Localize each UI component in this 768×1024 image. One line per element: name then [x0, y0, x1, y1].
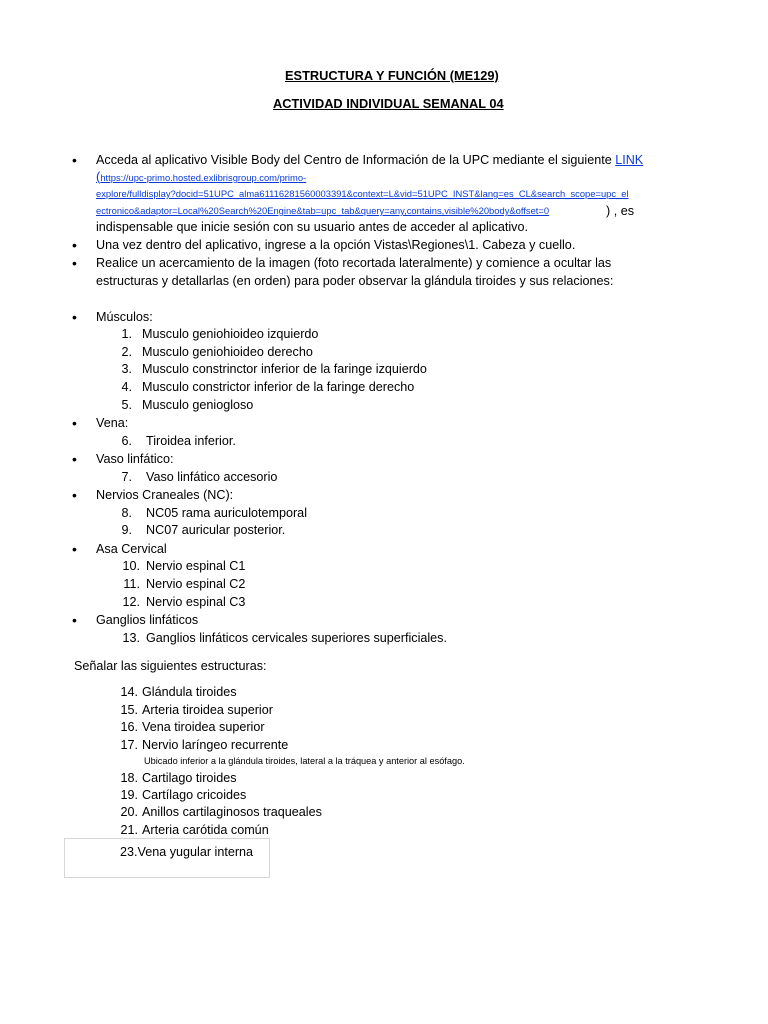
list-item: Glándula tiroides	[142, 685, 237, 699]
item-number: 2.	[121, 345, 132, 359]
url-line-1[interactable]	[96, 171, 306, 184]
list-item: Musculo geniohioideo derecho	[142, 345, 313, 359]
list-item: Musculo geniohioideo izquierdo	[142, 327, 319, 341]
list-item: Musculo geniogloso	[142, 398, 254, 412]
group-label: Músculos:	[96, 310, 153, 324]
list-item: Musculo constrinctor inferior de la faringe izquierdo	[142, 362, 427, 376]
list-item: Nervio espinal C2	[146, 577, 246, 591]
item-number: 1.	[121, 327, 132, 341]
list-item: NC07 auricular posterior.	[146, 523, 286, 537]
intro-line	[96, 152, 643, 168]
instruction-zoom-line-2: estructuras y detallarlas (en orden) para poder observar la glándula tiroides y sus relaciones:	[96, 274, 614, 288]
url-part-1[interactable]: https://upc-primo.hosted.exlibrisgroup.com/primo-	[100, 172, 307, 183]
bullet-glyph: •	[72, 541, 77, 557]
list-item: Anillos cartilaginosos traqueales	[142, 805, 322, 819]
item-number: 11.	[123, 577, 140, 591]
document-subtitle: ACTIVIDAD INDIVIDUAL SEMANAL 04	[273, 96, 504, 111]
item-number: 4.	[121, 380, 132, 394]
list-item: Arteria carótida común	[142, 823, 269, 837]
item-number: 21.	[120, 823, 138, 837]
intro-text: Acceda al aplicativo Visible Body del Centro de Información de la UPC mediante el siguiente	[96, 153, 616, 167]
item-number: 3.	[121, 362, 132, 376]
list-item: Musculo constrictor inferior de la faringe derecho	[142, 380, 415, 394]
bullet-glyph: •	[72, 309, 77, 325]
intro-after-line: indispensable que inicie sesión con su usuario antes de acceder al aplicativo.	[96, 220, 528, 234]
list-item: NC05 rama auriculotemporal	[146, 506, 307, 520]
item-number: 8.	[121, 506, 132, 520]
item-number: 13.	[122, 631, 140, 645]
document-title: ESTRUCTURA Y FUNCIÓN (ME129)	[285, 68, 499, 83]
bullet-glyph: •	[72, 415, 77, 431]
item-number: 16.	[120, 720, 138, 734]
item-number: 5.	[121, 398, 132, 412]
url-line-2[interactable]: explore/fulldisplay?docid=51UPC_alma61116281560003391&context=L&vid=51UPC_INST&lang=es_CL&search_scope=upc_el	[96, 188, 629, 199]
list-item: Vaso linfático accesorio	[146, 470, 278, 484]
list-item: Cartílago cricoides	[142, 788, 247, 802]
item-number: 18.	[120, 771, 138, 785]
group-label: Vena:	[96, 416, 129, 430]
group-label: Asa Cervical	[96, 542, 167, 556]
list-item: Vena tiroidea superior	[142, 720, 265, 734]
list-item: Cartilago tiroides	[142, 771, 237, 785]
item-number: 9.	[121, 523, 132, 537]
item-number: 6.	[121, 434, 132, 448]
signal-heading: Señalar las siguientes estructuras:	[74, 659, 267, 673]
bullet-glyph: •	[72, 152, 77, 168]
bullet-glyph: •	[72, 487, 77, 503]
url-line-3[interactable]: ectronico&adaptor=Local%20Search%20Engine&tab=upc_tab&query=any,contains,visible%20body&offset=0	[96, 205, 550, 216]
list-item: Nervio espinal C1	[146, 559, 246, 573]
visible-body-link[interactable]: LINK	[615, 153, 644, 167]
url-close: ) , es	[606, 204, 634, 218]
instruction-vistas: Una vez dentro del aplicativo, ingrese a la opción Vistas\Regiones\1. Cabeza y cuello.	[96, 238, 576, 252]
item-number: 17.	[120, 738, 138, 752]
item-number: 10.	[122, 559, 140, 573]
group-label: Ganglios linfáticos	[96, 613, 199, 627]
bullet-glyph: •	[72, 612, 77, 628]
bullet-glyph: •	[72, 451, 77, 467]
item-number: 19.	[120, 788, 138, 802]
item-number: 14.	[120, 685, 138, 699]
bullet-glyph: •	[72, 255, 77, 271]
group-label: Vaso linfático:	[96, 452, 174, 466]
item-17-note: Ubicado inferior a la glándula tiroides, lateral a la tráquea y anterior al esófago.	[144, 756, 465, 766]
list-item: Tiroidea inferior.	[146, 434, 236, 448]
list-item: Nervio laríngeo recurrente	[142, 738, 289, 752]
item-number: 12.	[122, 595, 140, 609]
list-item: Ganglios linfáticos cervicales superiores superficiales.	[146, 631, 447, 645]
instruction-zoom-line-1: Realice un acercamiento de la imagen (foto recortada lateralmente) y comience a ocultar las	[96, 256, 612, 270]
url-open-paren: (	[96, 169, 101, 184]
bullet-glyph: •	[72, 237, 77, 253]
item-number: 20.	[120, 805, 138, 819]
group-label: Nervios Craneales (NC):	[96, 488, 234, 502]
list-item: Arteria tiroidea superior	[142, 703, 273, 717]
item-number: 7.	[121, 470, 132, 484]
last-item: 23.Vena yugular interna	[120, 845, 254, 859]
list-item: Nervio espinal C3	[146, 595, 246, 609]
item-number: 15.	[120, 703, 138, 717]
